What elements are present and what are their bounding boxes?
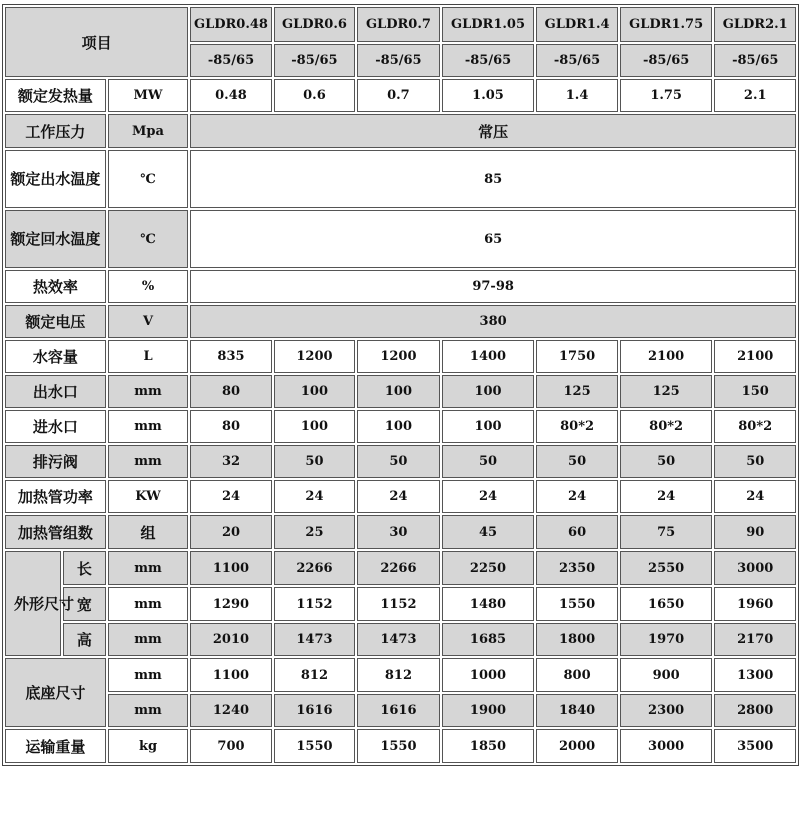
- value-cell: 1000: [442, 658, 535, 692]
- value-cell: 1473: [274, 623, 355, 656]
- value-cell: 25: [274, 515, 355, 549]
- merged-value-cell: 65: [190, 210, 796, 268]
- value-cell: 24: [357, 480, 439, 513]
- unit-cell: Mpa: [108, 114, 188, 148]
- value-cell: 2170: [714, 623, 796, 656]
- row-shipping-weight: [5, 729, 796, 763]
- value-cell: 24: [536, 480, 617, 513]
- value-cell: 50: [274, 445, 355, 478]
- unit-cell: %: [108, 270, 188, 303]
- value-cell: 80: [190, 410, 271, 443]
- temp-cell: -85/65: [620, 44, 713, 77]
- spec-table: [2, 4, 799, 766]
- unit-cell: mm: [108, 658, 188, 692]
- value-cell: 1750: [536, 340, 617, 373]
- row-outlet-temp: [5, 150, 796, 208]
- unit-cell: ℃: [108, 210, 188, 268]
- row-label: 排污阀: [5, 445, 106, 478]
- row-tube-groups: [5, 515, 796, 549]
- value-cell: 800: [536, 658, 617, 692]
- value-cell: 50: [714, 445, 796, 478]
- value-cell: 30: [357, 515, 439, 549]
- row-water-inlet: [5, 410, 796, 443]
- value-cell: 100: [357, 375, 439, 408]
- value-cell: 700: [190, 729, 271, 763]
- value-cell: 24: [274, 480, 355, 513]
- value-cell: 24: [442, 480, 535, 513]
- row-label: 运输重量: [5, 729, 106, 763]
- value-cell: 1.75: [620, 79, 713, 112]
- temp-cell: -85/65: [190, 44, 271, 77]
- row-label: 进水口: [5, 410, 106, 443]
- row-dimension-length: [5, 551, 796, 585]
- temp-cell: -85/65: [357, 44, 439, 77]
- temp-cell: -85/65: [714, 44, 796, 77]
- value-cell: 1200: [357, 340, 439, 373]
- value-cell: 150: [714, 375, 796, 408]
- row-return-temp: [5, 210, 796, 268]
- dimensions-label: 外形尺寸: [5, 551, 61, 656]
- row-label: 额定回水温度: [5, 210, 106, 268]
- unit-cell: MW: [108, 79, 188, 112]
- row-label: 加热管组数: [5, 515, 106, 549]
- row-base-size-1: [5, 658, 796, 692]
- value-cell: 50: [536, 445, 617, 478]
- temp-cell: -85/65: [442, 44, 535, 77]
- value-cell: 80*2: [620, 410, 713, 443]
- value-cell: 75: [620, 515, 713, 549]
- row-dimension-height: [5, 623, 796, 656]
- value-cell: 2.1: [714, 79, 796, 112]
- merged-value-cell: 380: [190, 305, 796, 338]
- value-cell: 3000: [714, 551, 796, 585]
- value-cell: 125: [620, 375, 713, 408]
- value-cell: 80*2: [714, 410, 796, 443]
- value-cell: 1.4: [536, 79, 617, 112]
- row-base-size-2: [5, 694, 796, 727]
- row-label: 额定出水温度: [5, 150, 106, 208]
- value-cell: 1240: [190, 694, 271, 727]
- sub-label: 宽: [63, 587, 106, 621]
- unit-cell: mm: [108, 587, 188, 621]
- value-cell: 1616: [357, 694, 439, 727]
- value-cell: 1152: [274, 587, 355, 621]
- row-voltage: [5, 305, 796, 338]
- unit-cell: KW: [108, 480, 188, 513]
- value-cell: 90: [714, 515, 796, 549]
- unit-cell: mm: [108, 694, 188, 727]
- value-cell: 80: [190, 375, 271, 408]
- row-water-capacity: [5, 340, 796, 373]
- unit-cell: mm: [108, 445, 188, 478]
- value-cell: 125: [536, 375, 617, 408]
- temp-cell: -85/65: [274, 44, 355, 77]
- item-header-cell: 项目: [5, 7, 188, 77]
- value-cell: 1.05: [442, 79, 535, 112]
- value-cell: 3000: [620, 729, 713, 763]
- temp-cell: -85/65: [536, 44, 617, 77]
- value-cell: 2300: [620, 694, 713, 727]
- value-cell: 1480: [442, 587, 535, 621]
- row-label: 热效率: [5, 270, 106, 303]
- row-label: 额定电压: [5, 305, 106, 338]
- value-cell: 1550: [274, 729, 355, 763]
- value-cell: 20: [190, 515, 271, 549]
- row-efficiency: [5, 270, 796, 303]
- value-cell: 45: [442, 515, 535, 549]
- sub-label: 长: [63, 551, 106, 585]
- model-cell: GLDR1.4: [536, 7, 617, 42]
- value-cell: 1800: [536, 623, 617, 656]
- value-cell: 100: [442, 410, 535, 443]
- value-cell: 2266: [274, 551, 355, 585]
- value-cell: 24: [714, 480, 796, 513]
- model-cell: GLDR0.7: [357, 7, 439, 42]
- value-cell: 2000: [536, 729, 617, 763]
- value-cell: 1960: [714, 587, 796, 621]
- base-size-label: 底座尺寸: [5, 658, 106, 727]
- value-cell: 100: [357, 410, 439, 443]
- value-cell: 1290: [190, 587, 271, 621]
- value-cell: 1685: [442, 623, 535, 656]
- value-cell: 0.48: [190, 79, 271, 112]
- row-water-outlet: [5, 375, 796, 408]
- value-cell: 1850: [442, 729, 535, 763]
- row-rated-heat: [5, 79, 796, 112]
- value-cell: 50: [620, 445, 713, 478]
- value-cell: 80*2: [536, 410, 617, 443]
- sub-label: 高: [63, 623, 106, 656]
- value-cell: 100: [442, 375, 535, 408]
- row-drain-valve: [5, 445, 796, 478]
- model-cell: GLDR2.1: [714, 7, 796, 42]
- value-cell: 60: [536, 515, 617, 549]
- value-cell: 1100: [190, 551, 271, 585]
- value-cell: 2550: [620, 551, 713, 585]
- value-cell: 2010: [190, 623, 271, 656]
- value-cell: 812: [274, 658, 355, 692]
- value-cell: 1550: [536, 587, 617, 621]
- unit-cell: mm: [108, 410, 188, 443]
- value-cell: 2100: [714, 340, 796, 373]
- value-cell: 50: [357, 445, 439, 478]
- row-label: 水容量: [5, 340, 106, 373]
- unit-cell: ℃: [108, 150, 188, 208]
- value-cell: 1616: [274, 694, 355, 727]
- value-cell: 1970: [620, 623, 713, 656]
- model-cell: GLDR0.48: [190, 7, 271, 42]
- value-cell: 2100: [620, 340, 713, 373]
- model-cell: GLDR0.6: [274, 7, 355, 42]
- value-cell: 1152: [357, 587, 439, 621]
- value-cell: 2250: [442, 551, 535, 585]
- unit-cell: mm: [108, 551, 188, 585]
- value-cell: 1300: [714, 658, 796, 692]
- value-cell: 24: [190, 480, 271, 513]
- value-cell: 1840: [536, 694, 617, 727]
- value-cell: 100: [274, 375, 355, 408]
- row-label: 出水口: [5, 375, 106, 408]
- model-cell: GLDR1.05: [442, 7, 535, 42]
- value-cell: 3500: [714, 729, 796, 763]
- value-cell: 1200: [274, 340, 355, 373]
- value-cell: 1100: [190, 658, 271, 692]
- value-cell: 900: [620, 658, 713, 692]
- merged-value-cell: 常压: [190, 114, 796, 148]
- value-cell: 1650: [620, 587, 713, 621]
- unit-cell: kg: [108, 729, 188, 763]
- value-cell: 2350: [536, 551, 617, 585]
- header-row-models: [5, 7, 796, 42]
- value-cell: 2266: [357, 551, 439, 585]
- unit-cell: mm: [108, 375, 188, 408]
- value-cell: 835: [190, 340, 271, 373]
- value-cell: 24: [620, 480, 713, 513]
- value-cell: 1550: [357, 729, 439, 763]
- row-dimension-width: [5, 587, 796, 621]
- value-cell: 2800: [714, 694, 796, 727]
- unit-cell: 组: [108, 515, 188, 549]
- row-tube-power: [5, 480, 796, 513]
- value-cell: 100: [274, 410, 355, 443]
- value-cell: 0.6: [274, 79, 355, 112]
- value-cell: 1473: [357, 623, 439, 656]
- value-cell: 1900: [442, 694, 535, 727]
- merged-value-cell: 85: [190, 150, 796, 208]
- row-label: 工作压力: [5, 114, 106, 148]
- unit-cell: L: [108, 340, 188, 373]
- value-cell: 50: [442, 445, 535, 478]
- merged-value-cell: 97-98: [190, 270, 796, 303]
- value-cell: 32: [190, 445, 271, 478]
- unit-cell: mm: [108, 623, 188, 656]
- value-cell: 1400: [442, 340, 535, 373]
- value-cell: 812: [357, 658, 439, 692]
- model-cell: GLDR1.75: [620, 7, 713, 42]
- row-label: 额定发热量: [5, 79, 106, 112]
- unit-cell: V: [108, 305, 188, 338]
- row-label: 加热管功率: [5, 480, 106, 513]
- row-pressure: [5, 114, 796, 148]
- value-cell: 0.7: [357, 79, 439, 112]
